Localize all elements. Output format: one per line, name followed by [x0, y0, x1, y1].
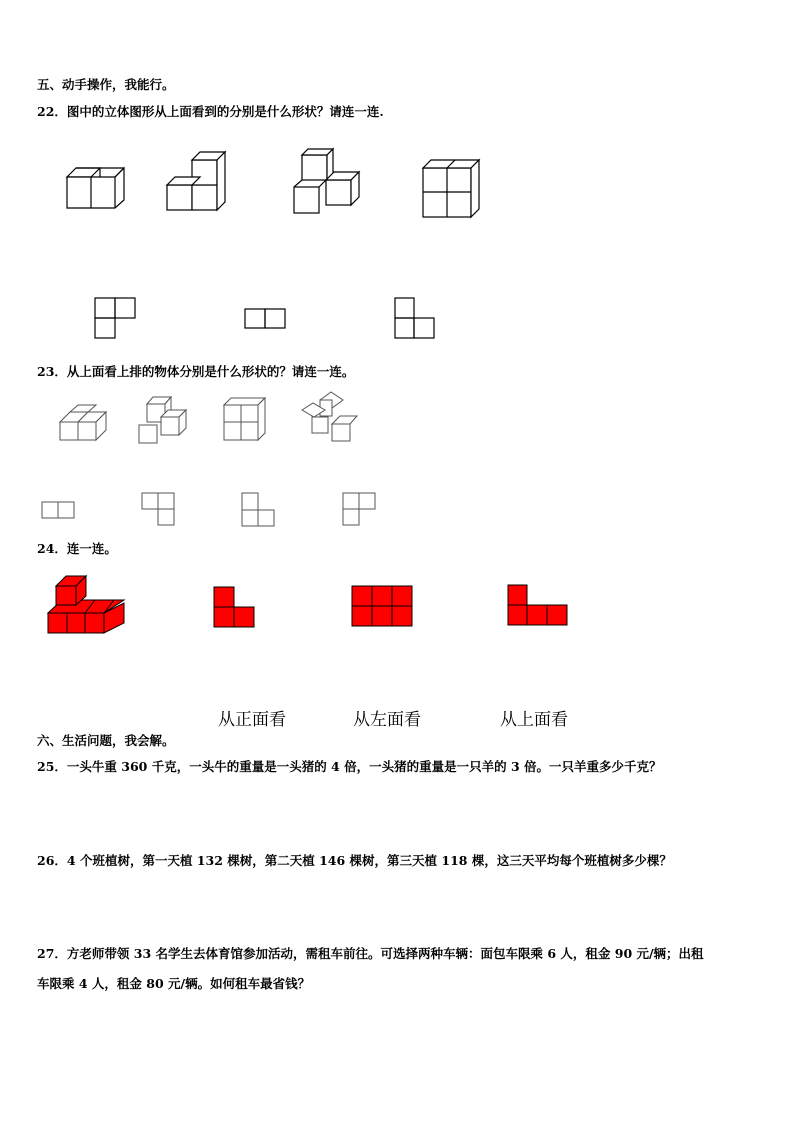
question-23: 23．从上面看上排的物体分别是什么形状的？请连一连。: [37, 364, 355, 379]
label-left-view: 从左面看: [353, 710, 421, 730]
q24-view-1: [214, 587, 254, 627]
q23-solid-3: [224, 398, 265, 440]
q22-solid-3: [294, 149, 359, 213]
q23-view-3: [242, 493, 274, 526]
label-front-view: 从正面看: [218, 710, 286, 730]
label-top-view: 从上面看: [500, 710, 568, 730]
q22-view-2: [245, 309, 285, 328]
q22-view-1: [95, 298, 135, 338]
q22-solid-4: [423, 160, 479, 217]
q24-view-3: [508, 585, 567, 625]
q22-view-3: [395, 298, 434, 338]
q23-view-4: [343, 493, 375, 525]
q22-solid-2: [167, 152, 225, 210]
section5-heading: 五、动手操作，我能行。: [37, 77, 175, 92]
q24-solid: [48, 576, 124, 633]
q22-solid-1: [67, 168, 124, 208]
q23-solid-4: [302, 392, 357, 441]
q23-view-2: [142, 493, 174, 525]
question-27-line1: 27．方老师带领 33 名学生去体育馆参加活动，需租车前往。可选择两种车辆：面包车限乘 6 人，租金 90 元/辆；出租: [37, 946, 704, 961]
q24-view-2: [352, 586, 412, 626]
q23-view-1: [42, 502, 74, 518]
q23-solid-1: [60, 405, 106, 440]
question-26: 26．4 个班植树，第一天植 132 棵树，第二天植 146 棵树，第三天植 118 棵，这三天平均每个班植树多少棵？: [37, 853, 672, 868]
question-27-line2: 车限乘 4 人，租金 80 元/辆。如何租车最省钱？: [37, 976, 311, 991]
question-25: 25．一头牛重 360 千克，一头牛的重量是一头猪的 4 倍，一头猪的重量是一只羊的 3 倍。一只羊重多少千克？: [37, 759, 662, 774]
question-22: 22．图中的立体图形从上面看到的分别是什么形状？请连一连.: [37, 104, 384, 119]
q23-solid-2: [139, 397, 186, 443]
section6-heading: 六、生活问题，我会解。: [37, 733, 175, 748]
question-24: 24．连一连。: [37, 541, 117, 556]
